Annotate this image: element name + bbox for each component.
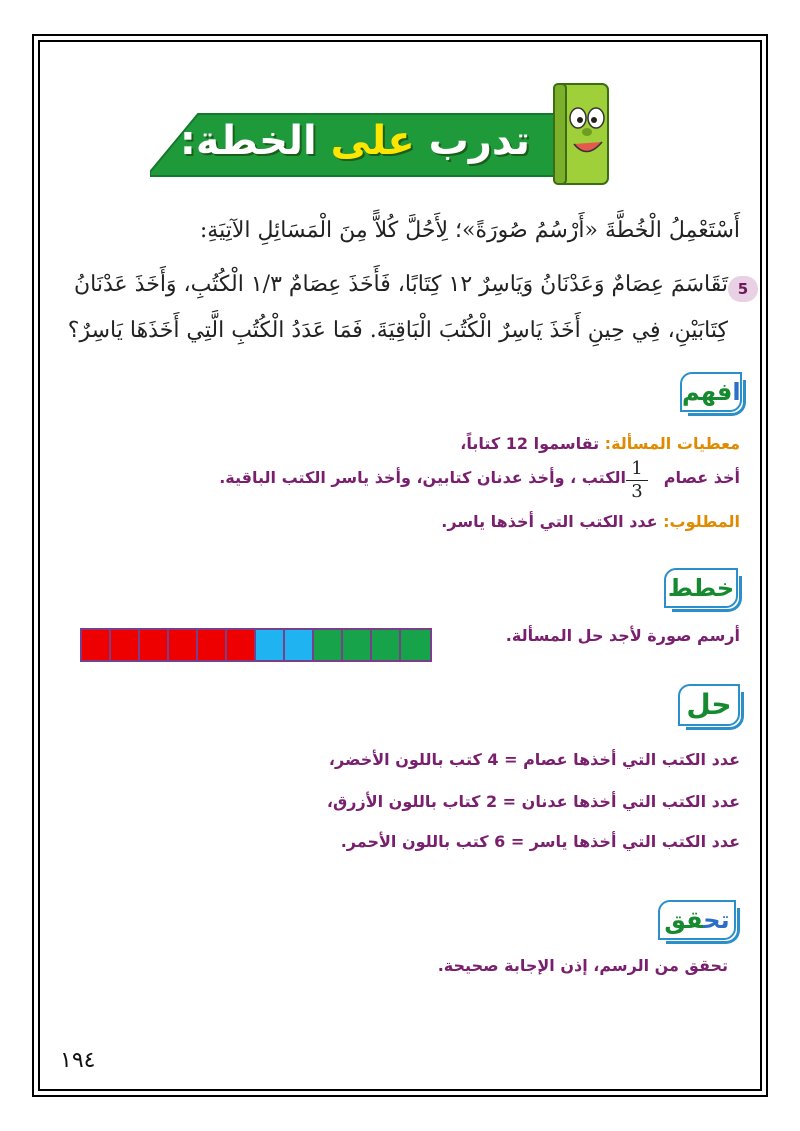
stage-label-solve bbox=[678, 684, 740, 726]
stage-label-check-b: قق bbox=[664, 906, 704, 934]
bar-cell-green bbox=[314, 630, 343, 660]
givens-line bbox=[460, 434, 740, 453]
problem-line-2: كِتَابَيْنِ، فِي حِينِ أَخَذَ يَاسِرٌ الْكُتُبَ الْبَاقِيَةَ. فَمَا عَدَدُ الْكُتُبِ الَّتِي أَخَذَهَا يَاسِرٌ؟ bbox=[67, 318, 728, 343]
givens-line-2b: الكتب ، وأخذ عدنان كتابين، وأخذ ياسر الكتب الباقية. bbox=[219, 468, 626, 487]
givens-key: معطيات المسألة: bbox=[604, 434, 740, 453]
bar-cell-red bbox=[140, 630, 169, 660]
stage-label-understand bbox=[680, 372, 742, 412]
section-banner bbox=[150, 112, 580, 178]
solve-line-2: عدد الكتب التي أخذها عدنان = 2 كتاب باللون الأزرق، bbox=[326, 792, 740, 811]
givens-value: تقاسموا 12 كتاباً، bbox=[460, 434, 605, 453]
banner-title-part1: تدرب bbox=[414, 118, 530, 164]
bar-cell-red bbox=[227, 630, 256, 660]
banner-title bbox=[180, 118, 530, 164]
stage-label-plan bbox=[664, 568, 738, 608]
bar-cell-red bbox=[111, 630, 140, 660]
stage-label-check bbox=[658, 900, 736, 940]
bar-cell-green bbox=[343, 630, 372, 660]
page-number: ١٩٤ bbox=[60, 1048, 96, 1073]
bar-cell-red bbox=[169, 630, 198, 660]
fraction-denominator: 3 bbox=[631, 481, 643, 502]
banner-title-part2: الخطة: bbox=[179, 118, 331, 164]
book-bar-model bbox=[80, 628, 432, 662]
instruction-text: أَسْتَعْمِلُ الْخُطَّةَ «أَرْسُمُ صُورَةً»؛ لِأَحُلَّ كُلاًّ مِنَ الْمَسَائِلِ الآتِيَةِ: bbox=[199, 218, 740, 243]
bar-cell-blue bbox=[285, 630, 314, 660]
stage-label-understand-b: فهم bbox=[682, 378, 733, 406]
required-line bbox=[441, 512, 740, 531]
banner-title-highlight: على bbox=[330, 118, 415, 164]
fraction-one-third bbox=[626, 458, 648, 503]
bar-cell-blue bbox=[256, 630, 285, 660]
solve-line-3: عدد الكتب التي أخذها ياسر = 6 كتب باللون الأحمر. bbox=[340, 832, 740, 851]
plan-text: أرسم صورة لأجد حل المسألة. bbox=[505, 626, 740, 645]
stage-label-plan-text: خطط bbox=[667, 574, 735, 602]
page-border-inner bbox=[38, 40, 762, 1091]
stage-label-understand-a: ا bbox=[732, 378, 741, 406]
problem-number-badge: 5 bbox=[728, 276, 758, 302]
problem-line-1: تَقَاسَمَ عِصَامٌ وَعَدْنَانُ وَيَاسِرٌ ١٢ كِتَابًا، فَأَخَذَ عِصَامٌ ١/٣ الْكُتُبِ، وَأَخَذَ عَدْنَانُ bbox=[74, 272, 728, 297]
bar-cell-green bbox=[401, 630, 430, 660]
required-key: المطلوب: bbox=[663, 512, 740, 531]
check-text: تحقق من الرسم، إذن الإجابة صحيحة. bbox=[437, 956, 728, 975]
bar-cell-green bbox=[372, 630, 401, 660]
required-value: عدد الكتب التي أخذها ياسر. bbox=[441, 512, 664, 531]
bar-cell-red bbox=[198, 630, 227, 660]
stage-label-check-a: تح bbox=[703, 906, 730, 934]
solve-line-1: عدد الكتب التي أخذها عصام = 4 كتب باللون الأخضر، bbox=[328, 750, 740, 769]
stage-label-solve-text: حل bbox=[686, 688, 732, 721]
fraction-numerator: 1 bbox=[626, 458, 648, 481]
givens-line-2a: أخذ عصام bbox=[663, 468, 740, 487]
book-mascot-icon bbox=[548, 78, 614, 190]
bar-cell-red bbox=[82, 630, 111, 660]
